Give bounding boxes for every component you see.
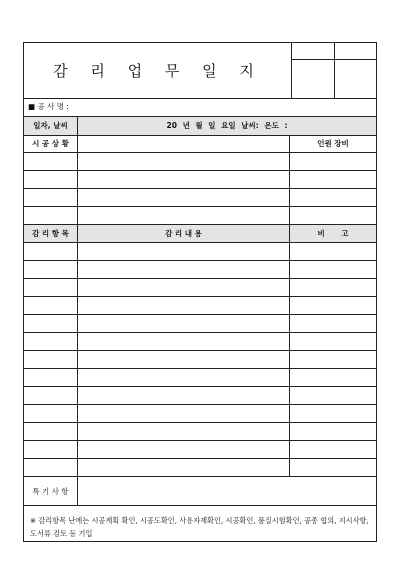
column-divider <box>289 135 290 476</box>
page-title: 감 리 업 무 일 지 <box>53 62 263 80</box>
special-notes-label: 특 기 사 항 <box>32 487 69 496</box>
remarks-label: 비 고 <box>317 229 349 238</box>
row-divider <box>23 505 377 506</box>
inspection-content-label: 감 리 내 용 <box>165 229 202 238</box>
row-divider <box>23 98 377 99</box>
approval-column-divider <box>334 42 335 98</box>
personnel-equipment-label: 인원 장비 <box>317 139 349 148</box>
date-weather-line: 20 년 월 일 요일 날씨: 온도 : <box>166 121 288 130</box>
approval-box <box>291 42 377 98</box>
inspection-item-label: 감 리 항 목 <box>32 229 69 238</box>
date-weather-label: 일자, 날씨 <box>33 121 68 130</box>
project-name-label: ■ 공 사 명 : <box>28 102 69 111</box>
site-status-label: 시 공 상 황 <box>32 139 69 148</box>
footnote: ※ 감리항목 난에는 시공계획 확인, 시공도확인, 사용자재확인, 시공확인, 품질시험확인, 공종 협의, 지시사항, 도서류 검토 등 기입 <box>30 516 369 538</box>
column-divider <box>77 135 78 505</box>
